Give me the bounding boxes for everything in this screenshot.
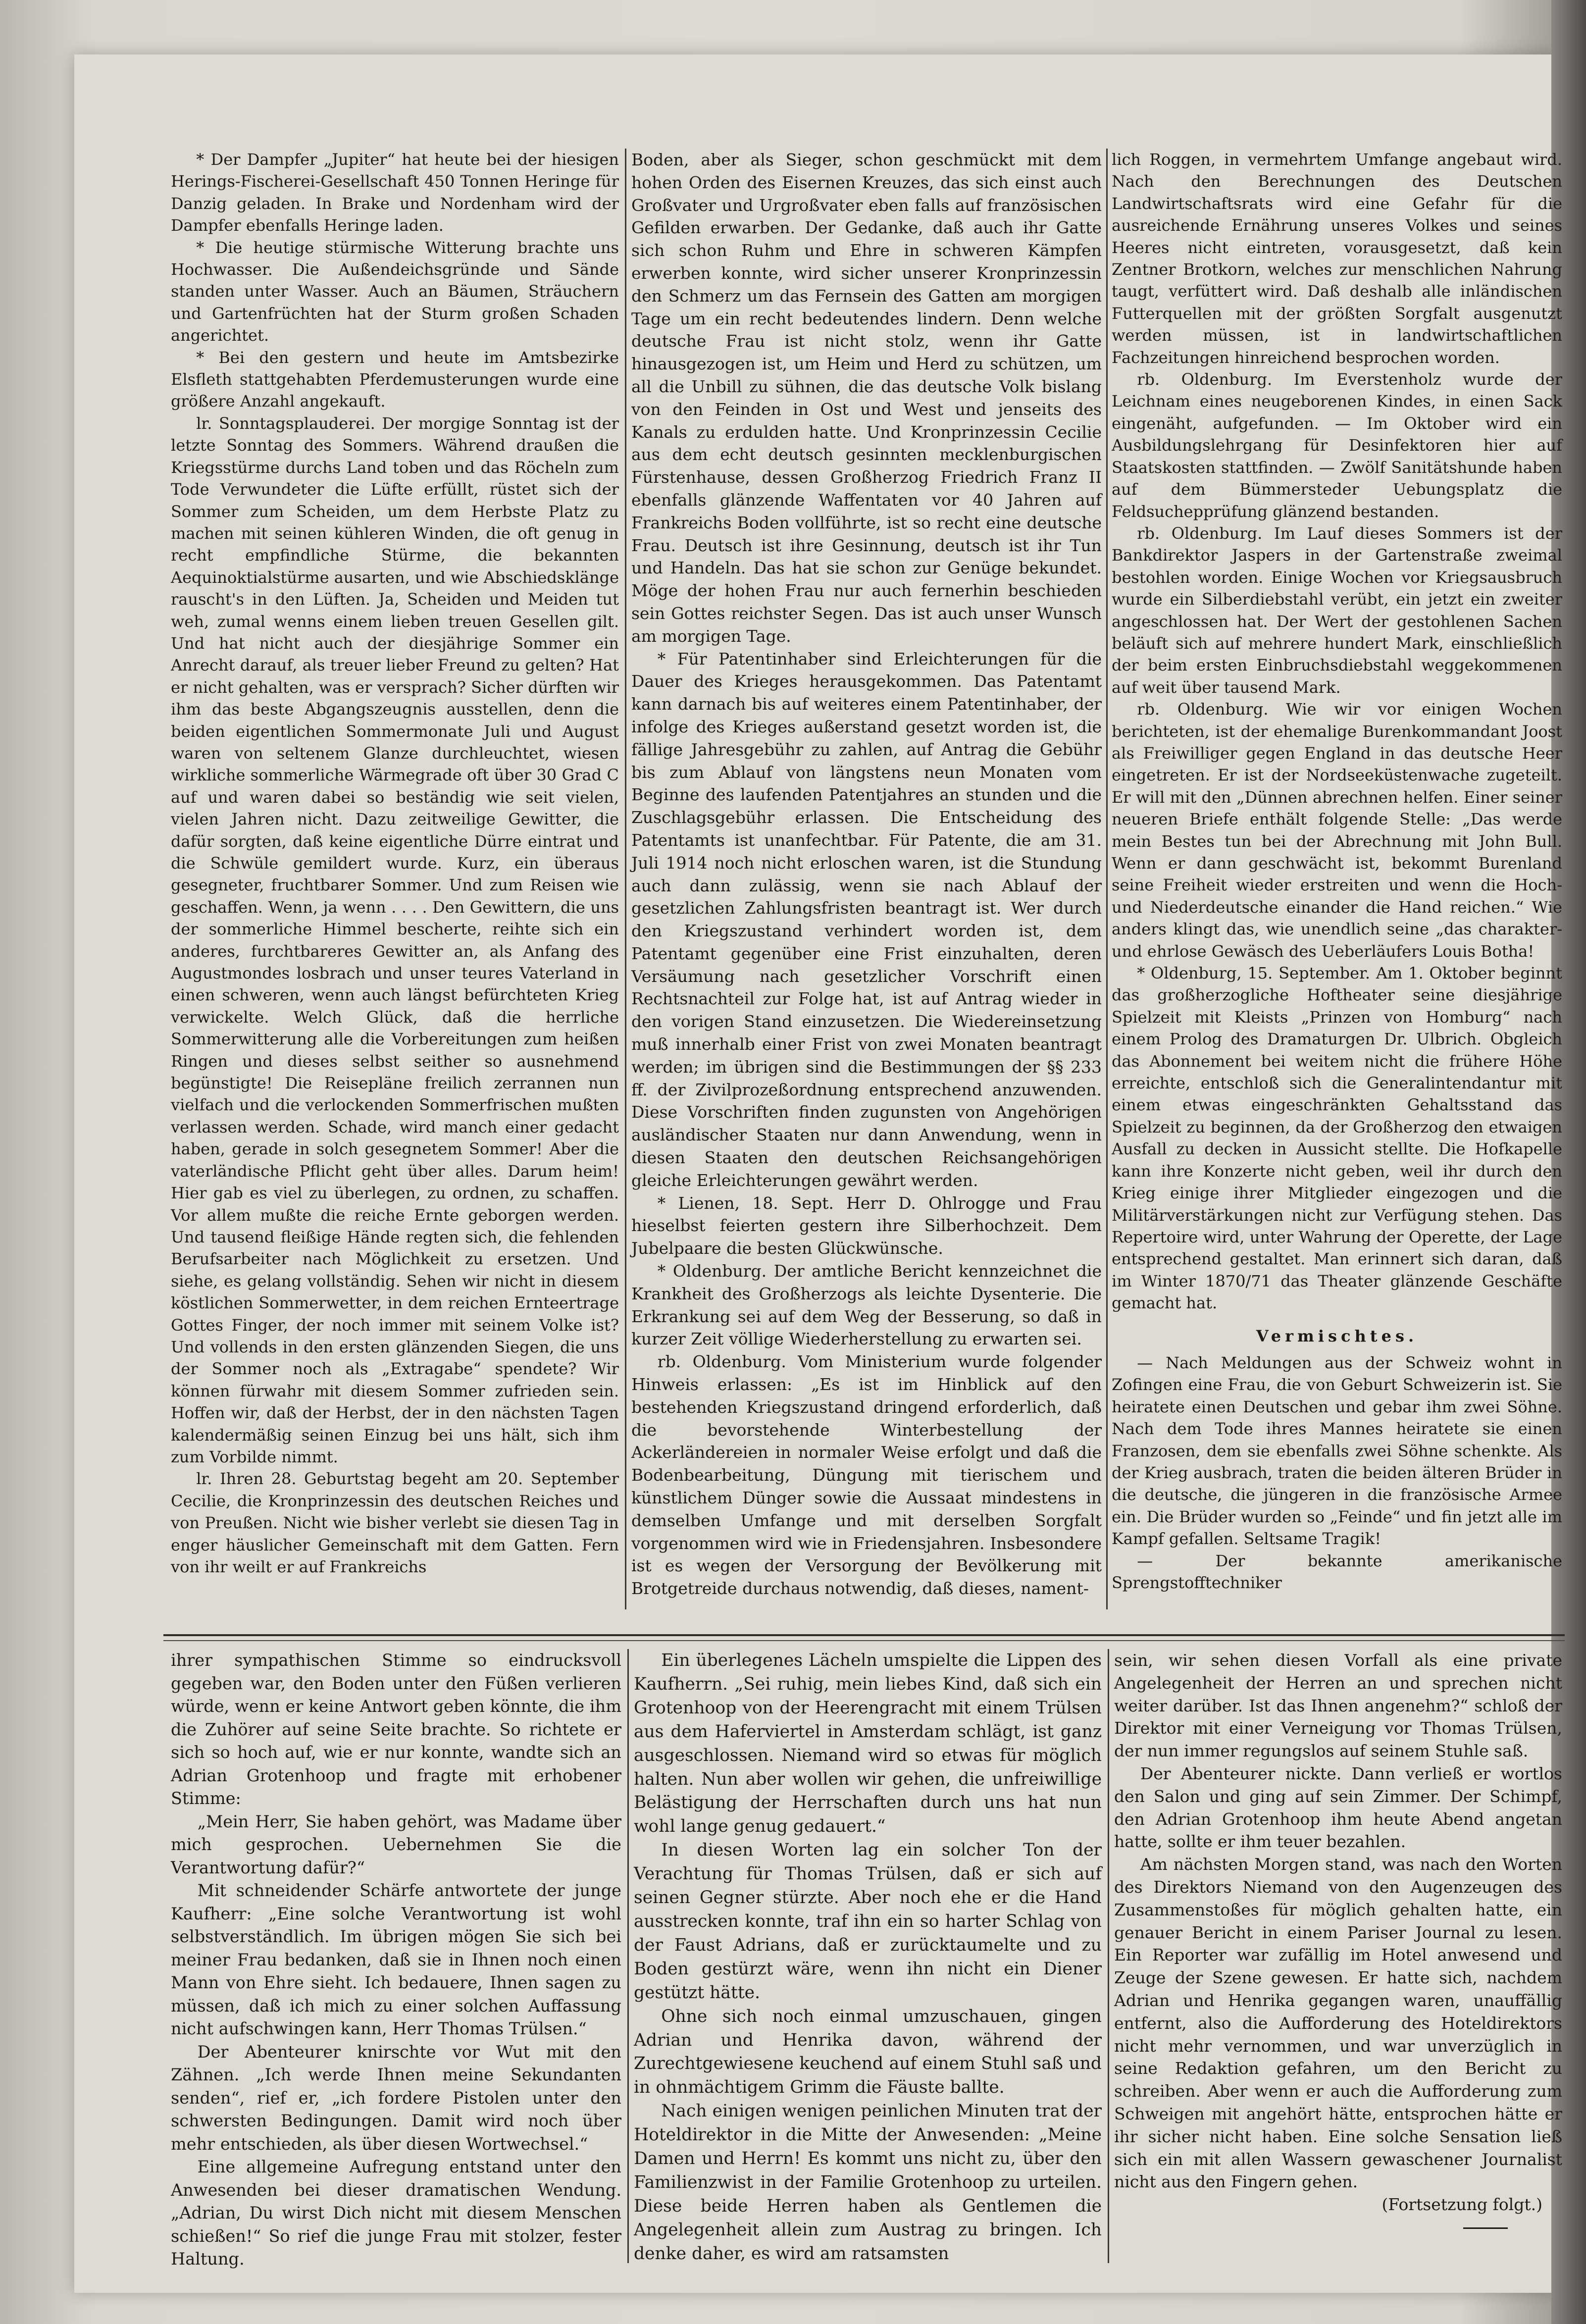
column-3 bbox=[1112, 149, 1562, 1594]
news-item: — Der bekannte amerikanische Sprengstofftechniker bbox=[1112, 1551, 1562, 1592]
feuilleton-column-1 bbox=[171, 1649, 621, 2271]
end-dash-line bbox=[1463, 2227, 1508, 2229]
news-item: lr. Ihren 28. Geburtstag begeht am 20. September Cecilie, die Kronprinzessin des deutschen Reiches und von Preußen. Nicht wie bisher verlebt sie diesen Tag in enger häuslicher Gemeinschaft mit dem Gatten. Fern von ihr weilt er auf Frankreichs bbox=[171, 1469, 619, 1576]
news-item: * Oldenburg, 15. September. Am 1. Oktober beginnt das großherzogliche Hoftheater seine diesjährige Spielzeit mit Kleists „Prinzen von Homburg“ nach einem Prolog des Dramaturgen Dr. Ulbrich. Obgleich das Abonnement bei weitem nicht die frühere Höhe erreichte, entschloß sich die Generalintendantur mit einem etwas eingeschränkten Gehaltsstand das Spielzeit zu beginnen, da der Großherzog den etwaigen Ausfall zu decken in Aussicht stellte. Die Hofkapelle kann ihre Konzerte nicht geben, weil ihr durch den Krieg einige ihrer Mitglieder eingezogen und die Militärverstärkungen nicht zur Verfügung stehen. Das Repertoire wird, unter Wahrung der Operette, der Lage entsprechend gestaltet. Man erinnert sich daran, daß im Winter 1870/71 das Theater glänzende Geschäfte gemacht hat. bbox=[1112, 964, 1562, 1313]
story-paragraph: „Mein Herr, Sie haben gehört, was Madame über mich gesprochen. Uebernehmen Sie die Verantwortung dafür?“ bbox=[171, 1811, 621, 1877]
story-paragraph: Der Abenteurer knirschte vor Wut mit den Zähnen. „Ich werde Ihnen meine Sekundanten senden“, rief er, „ich fordere Pistolen unter den schwersten Bedingungen. Damit wird noch über mehr entschieden, als über diesen Wortwechsel.“ bbox=[171, 2042, 621, 2154]
news-item: * Bei den gestern und heute im Amtsbezirke Elsfleth stattgehabten Pferdemusterungen wurde eine größere Anzahl angekauft. bbox=[171, 348, 619, 411]
feuilleton-separator bbox=[163, 1634, 1565, 1636]
story-paragraph: Mit schneidender Schärfe antwortete der junge Kaufherr: „Eine solche Verantwortung ist wohl selbstverständlich. Im übrigen mögen Sie sich bei meiner Frau bedanken, daß sie in Ihnen noch einen Mann von Ehre sieht. Ich bedauere, Ihnen sagen zu müssen, daß ich mich zu einer solchen Auffassung nicht aufschwingen kann, Herr Thomas Trülsen.“ bbox=[171, 1881, 621, 2038]
news-item: lr. Sonntagsplauderei. Der morgige Sonntag ist der letzte Sonntag des Sommers. Während draußen die Kriegsstürme durchs Land toben und das Röcheln zum Tode Verwundeter die Lüfte erfüllt, rüstet sich der Sommer zum Scheiden, um dem Herbste Platz zu machen mit seinen kühleren Winden, die oft genug in recht empfindliche Stürme, die bekannten Aequinoktialstürme ausarten, und wie Abschiedsklänge rauscht's in den Lüften. Ja, Scheiden und Meiden tut weh, zumal wenns einem lieben treuen Gesellen gilt. Und hat nicht auch der diesjährige Sommer ein Anrecht darauf, als treuer lieber Freund zu gelten? Hat er nicht gehalten, was er versprach? Sicher dürften wir ihm das beste Abgangszeugnis ausstellen, denn die beiden eigentlichen Sommermonate Juli und August waren von seltenem Glanze durchleuchtet, wiesen wirkliche sommerliche Wärmegrade oft über 30 Grad C auf und waren dabei so beständig wie seit vielen, vielen Jahren nicht. Dazu zeitweilige Gewitter, die dafür sorgten, daß keine eigentliche Dürre eintrat und die Schwüle gemildert wurde. Kurz, ein überaus gesegneter, fruchtbarer Sommer. Und zum Reisen wie geschaffen. Wenn, ja wenn . . . . Den Gewittern, die uns der sommerliche Himmel bescherte, reihte sich ein anderes, furchtbareres Gewitter an, als Anfang des Augustmondes losbrach und unser teures Vaterland in einen schweren, wenn auch längst befürchteten Krieg verwickelte. Welch Glück, daß die herrliche Sommerwitterung alle die Vorbereitungen zum heißen Ringen und dieses selbst seither so ausnehmend begünstigte! Die Reisepläne freilich zerrannen nun vielfach und die verlockenden Sommerfrischen mußten verlassen werden. Schade, wird manch einer gedacht haben, gerade in solch gesegnetem Sommer! Aber die vaterländische Pflicht geht über alles. Darum heim! Hier gab es viel zu überlegen, zu ordnen, zu schaffen. Vor allem mußte die reiche Ernte geborgen werden. Und tausend fleißige Hände regten sich, die fehlenden Berufsarbeiter nach Möglichkeit zu ersetzen. Und siehe, es gelang vollständig. Sehen wir nicht in diesem köstlichen Sommerwetter, in dem reichen Ernteertrage Gottes Finger, der noch immer mit seinem Volke ist? Und vollends in den ersten glänzenden Siegen, die uns der Sommer noch als „Extragabe“ spendete? Wir können fürwahr mit diesem Sommer zufrieden sein. Hoffen wir, daß der Herbst, der in den nächsten Tagen kalendermäßig seinen Einzug bei uns hält, sich ihm zum Vorbilde nimmt. bbox=[171, 413, 619, 1466]
news-item: * Der Dampfer „Jupiter“ hat heute bei der hiesigen Herings-Fischerei-Gesellschaft 450 Tonnen Heringe für Danzig geladen. In Brake und Nordenham wird der Dampfer ebenfalls Heringe laden. bbox=[171, 150, 619, 235]
news-item: * Oldenburg. Der amtliche Bericht kennzeichnet die Krankheit des Großherzogs als leichte Dysenterie. Die Erkrankung sei auf dem Weg der Besserung, so daß in kurzer Zeit völlige Wiederherstellung zu erwarten sei. bbox=[631, 1261, 1102, 1349]
column-rule bbox=[1106, 149, 1108, 1609]
news-item: — Nach Meldungen aus der Schweiz wohnt in Zofingen eine Frau, die von Geburt Schweizerin ist. Sie heiratete einen Deutschen und gebar ihm zwei Söhne. Nach dem Tode ihres Mannes heiratete sie einen Franzosen, dem sie ebenfalls zwei Söhne schenkte. Als der Krieg ausbrach, traten die beiden älteren Brüder in die deutsche, die jüngeren in die französische Armee ein. Die Brüder wurden so „Feinde“ und fin jetzt alle im Kampf gefallen. Seltsame Tragik! bbox=[1112, 1353, 1562, 1549]
feuilleton-column-2 bbox=[634, 1649, 1102, 2266]
story-paragraph: Nach einigen wenigen peinlichen Minuten trat der Hoteldirektor in die Mitte der Anwesenden: „Meine Damen und Herrn! Es kommt uns nicht zu, über den Familienzwist in der Familie Grotenhoop zu urteilen. Diese beide Herren haben als Gentlemen die Angelegenheit allein zum Austrag zu bringen. Ich denke daher, es wird am ratsamsten bbox=[634, 2101, 1102, 2264]
news-item: * Lienen, 18. Sept. Herr D. Ohlrogge und Frau hieselbst feierten gestern ihre Silberhochzeit. Dem Jubelpaare die besten Glückwünsche. bbox=[631, 1193, 1102, 1258]
end-dash bbox=[1114, 2216, 1562, 2239]
news-item: lich Roggen, in vermehrtem Umfange angebaut wird. Nach den Berechnungen des Deutschen Landwirtschaftsrats wird eine Gefahr für die ausreichende Ernährung unseres Volkes und seines Heeres nicht eintreten, vorausgesetzt, daß kein Zentner Brotkorn, welches zur menschlichen Nahrung taugt, verfüttert wird. Daß deshalb alle inländischen Futterquellen mit der größten Sorgfalt ausgenutzt werden müssen, ist in landwirtschaftlichen Fachzeitungen hinreichend besprochen worden. bbox=[1112, 150, 1562, 367]
story-paragraph: sein, wir sehen diesen Vorfall als eine private Angelegenheit der Herren an und sprechen nicht weiter darüber. Ist das Ihnen angenehm?“ schloß der Direktor mit einer Verneigung vor Thomas Trülsen, der nun immer regungslos auf seinem Stuhle saß. bbox=[1114, 1651, 1562, 1761]
news-item: rb. Oldenburg. Im Everstenholz wurde der Leichnam eines neugeborenen Kindes, in einen Sack eingenäht, aufgefunden. — Im Oktober wird ein Ausbildungslehrgang für Desinfektoren hier auf Staatskosten stattfinden. — Zwölf Sanitätshunde haben auf dem Bümmersteder Uebungsplatz die Feldsuchepprüfung glänzend bestanden. bbox=[1112, 370, 1562, 521]
story-paragraph: Eine allgemeine Aufregung entstand unter den Anwesenden bei dieser dramatischen Wendung. „Adrian, Du wirst Dich nicht mit diesem Menschen schießen!“ So rief die junge Frau mit stolzer, fester Haltung. bbox=[171, 2157, 621, 2269]
continuation-note: (Fortsetzung folgt.) bbox=[1381, 2195, 1542, 2215]
column-1 bbox=[171, 149, 619, 1578]
story-paragraph: ihrer sympathischen Stimme so eindrucksvoll gegeben war, den Boden unter den Füßen verlieren würde, wenn er keine Antwort geben könnte, die ihm die Zuhörer auf seine Seite brachte. So richtete er sich so hoch auf, wie er nur konnte, wandte sich an Adrian Grotenhoop und fragte mit erhobener Stimme: bbox=[171, 1651, 621, 1808]
feuilleton-column-3 bbox=[1114, 1649, 1562, 2239]
news-item: rb. Oldenburg. Im Lauf dieses Sommers ist der Bankdirektor Jaspers in der Gartenstraße zweimal bestohlen worden. Einige Wochen vor Kriegsausbruch wurde ein Silberdiebstahl verübt, ein jetzt ein zweiter angeschlossen hat. Der Wert der gestohlenen Sachen beläuft sich auf mehrere hundert Mark, einschließlich der beim ersten Einbruchsdiebstahl weggekommenen auf weit über tausend Mark. bbox=[1112, 523, 1562, 697]
news-item: Boden, aber als Sieger, schon geschmückt mit dem hohen Orden des Eisernen Kreuzes, das sich einst auch Großvater und Urgroßvater eben falls auf französischen Gefilden erwarben. Der Gedanke, daß auch ihr Gatte sich schon Ruhm und Ehre in schweren Kämpfen erwerben konnte, wird sicher unserer Kronprinzessin den Schmerz um das Fernsein des Gatten am morgigen Tage um ein recht bedeutendes lindern. Denn welche deutsche Frau ist nicht stolz, wenn ihr Gatte hinausgezogen ist, um Heim und Herd zu schützen, um all die Unbill zu sühnen, die das deutsche Volk bislang von den Feinden in Ost und West und jenseits des Kanals zu erdulden hatte. Und Kronprinzessin Cecilie aus dem echt deutsch gesinnten mecklenburgischen Fürstenhause, dessen Großherzog Friedrich Franz II ebenfalls glänzende Waffentaten vor 40 Jahren auf Frankreichs Boden vollführte, ist so recht eine deutsche Frau. Deutsch ist ihre Gesinnung, deutsch ist ihr Tun und Handeln. Das hat sie schon zur Genüge bekundet. Möge der hohen Frau nur auch fernerhin beschieden sein Gottes reichster Segen. Das ist auch unser Wunsch am morgigen Tage. bbox=[631, 150, 1102, 646]
story-paragraph: Der Abenteurer nickte. Dann verließ er wortlos den Salon und ging auf sein Zimmer. Der Schimpf, den Adrian Grotenhoop ihm heute Abend angetan hatte, sollte er ihm teuer bezahlen. bbox=[1114, 1763, 1562, 1852]
story-paragraph: In diesen Worten lag ein solcher Ton der Verachtung für Thomas Trülsen, daß er sich auf seinen Gegner stürzte. Aber noch ehe er die Hand ausstrecken konnte, traf ihn ein so harter Schlag von der Faust Adrians, daß er zurücktaumelte und zu Boden gestürzt wäre, wenn ihn nicht ein Diener gestützt hätte. bbox=[634, 1840, 1102, 2003]
news-item: * Die heutige stürmische Witterung brachte uns Hochwasser. Die Außendeichsgründe und Sände standen unter Wasser. Auch an Bäumen, Sträuchern und Gartenfrüchten hat der Sturm großen Schaden angerichtet. bbox=[171, 238, 619, 345]
column-2 bbox=[631, 149, 1102, 1600]
news-item: rb. Oldenburg. Vom Ministerium wurde folgender Hinweis erlassen: „Es ist im Hinblick auf den bestehenden Kriegszustand dringend erforderlich, daß die bevorstehende Winterbestellung der Ackerländereien in normaler Weise erfolgt und daß die Bodenbearbeitung, Düngung mit tierischem und künstlichem Dünger sowie die Aussaat mindestens in demselben Umfange und mit derselben Sorgfalt vorgenommen wird wie in Friedensjahren. Insbesondere ist es wegen der Versorgung der Bevölkerung mit Brotgetreide durchaus notwendig, daß dieses, nament- bbox=[631, 1352, 1102, 1599]
story-paragraph: Am nächsten Morgen stand, was nach den Worten des Direktors Niemand von den Augenzeugen des Zusammenstoßes für möglich gehalten hatte, ein genauer Bericht in einem Pariser Journal zu lesen. Ein Reporter war zufällig im Hotel anwesend und Zeuge der Szene gewesen. Er hatte sich, nachdem Adrian und Henrika gegangen waren, unauffällig entfernt, also die Aufforderung des Hoteldirektors nicht mehr vernommen, und war unverzüglich in seine Redaktion gefahren, um den Bericht zu schreiben. Aber wenn er auch die Aufforderung zum Schweigen mit angehört hätte, entsprochen hätte er ihr sicher nicht haben. Eine solche Sensation ließ sich ein mit allen Wassern gewaschener Journalist nicht aus den Fingern gehen. bbox=[1114, 1855, 1562, 2192]
feuilleton-column-rule bbox=[1108, 1649, 1109, 2263]
column-rule bbox=[625, 149, 626, 1609]
news-item: * Für Patentinhaber sind Erleichterungen für die Dauer des Krieges herausgekommen. Das Patentamt kann darnach bis auf weiteres einem Patentinhaber, der infolge des Krieges außerstand gesetzt worden ist, die fällige Jahresgebühr zu zahlen, auf Antrag die Gebühr bis zum Ablauf von längstens neun Monaten vom Beginne des laufenden Patentjahres an stunden und die Zuschlagsgebühr erlassen. Die Entscheidung des Patentamts ist unanfechtbar. Für Patente, die am 31. Juli 1914 noch nicht erloschen waren, ist die Stundung auch dann zulässig, wenn sie nach Ablauf der gesetzlichen Zahlungsfristen beantragt ist. Wer durch den Kriegszustand verhindert worden ist, dem Patentamt gegenüber eine Frist einzuhalten, deren Versäumung nach gesetzlicher Vorschrift einen Rechtsnachteil zur Folge hat, ist auf Antrag wieder in den vorigen Stand einzusetzen. Die Wiedereinsetzung muß innerhalb einer Frist von zwei Monaten beantragt werden; im übrigen sind die Bestimmungen der §§ 233 ff. der Zivilprozeßordnung entsprechend anzuwenden. Diese Vorschriften finden zugunsten von Angehörigen ausländischer Staaten nur dann Anwendung, wenn in diesen Staaten den deutschen Reichsangehörigen gleiche Erleichterungen gewährt werden. bbox=[631, 649, 1102, 1190]
story-paragraph: Ein überlegenes Lächeln umspielte die Lippen des Kaufherrn. „Sei ruhig, mein liebes Kind, daß sich ein Grotenhoop von der Heerengracht mit einem Trülsen aus dem Haferviertel in Amsterdam schlägt, ist ganz ausgeschlossen. Niemand wird so etwas für möglich halten. Nun aber wollen wir gehen, die unfreiwillige Belästigung der Herrschaften durch uns hat nun wohl lange genug gedauert.“ bbox=[634, 1651, 1102, 1837]
feuilleton-separator-thin bbox=[163, 1640, 1565, 1641]
section-heading-vermischtes: Vermischtes. bbox=[1256, 1326, 1418, 1345]
feuilleton-column-rule bbox=[627, 1649, 629, 2263]
story-paragraph: Ohne sich noch einmal umzuschauen, gingen Adrian und Henrika davon, während der Zurechtgewiesene keuchend auf einem Stuhl saß und in ohnmächtigem Grimm die Fäuste ballte. bbox=[634, 2006, 1102, 2098]
news-item: rb. Oldenburg. Wie wir vor einigen Wochen berichteten, ist der ehemalige Burenkommandant Joost als Freiwilliger gegen England in das deutsche Heer eingetreten. Er ist der Nordseeküstenwache zugeteilt. Er will mit den „Dünnen abrechnen helfen. Einer seiner neueren Briefe enthält folgende Stelle: „Das werde mein Bestes tun bei der Abrechnung mit John Bull. Wenn er dann geschwächt ist, bekommt Burenland seine Freiheit wieder erstreiten und wenn die Hoch- und Niederdeutsche einander die Hand reichen.“ Wie anders klingt das, wie unendlich seine „das charakter- und ehrlose Gewäsch des Ueberläufers Louis Botha! bbox=[1112, 700, 1562, 961]
